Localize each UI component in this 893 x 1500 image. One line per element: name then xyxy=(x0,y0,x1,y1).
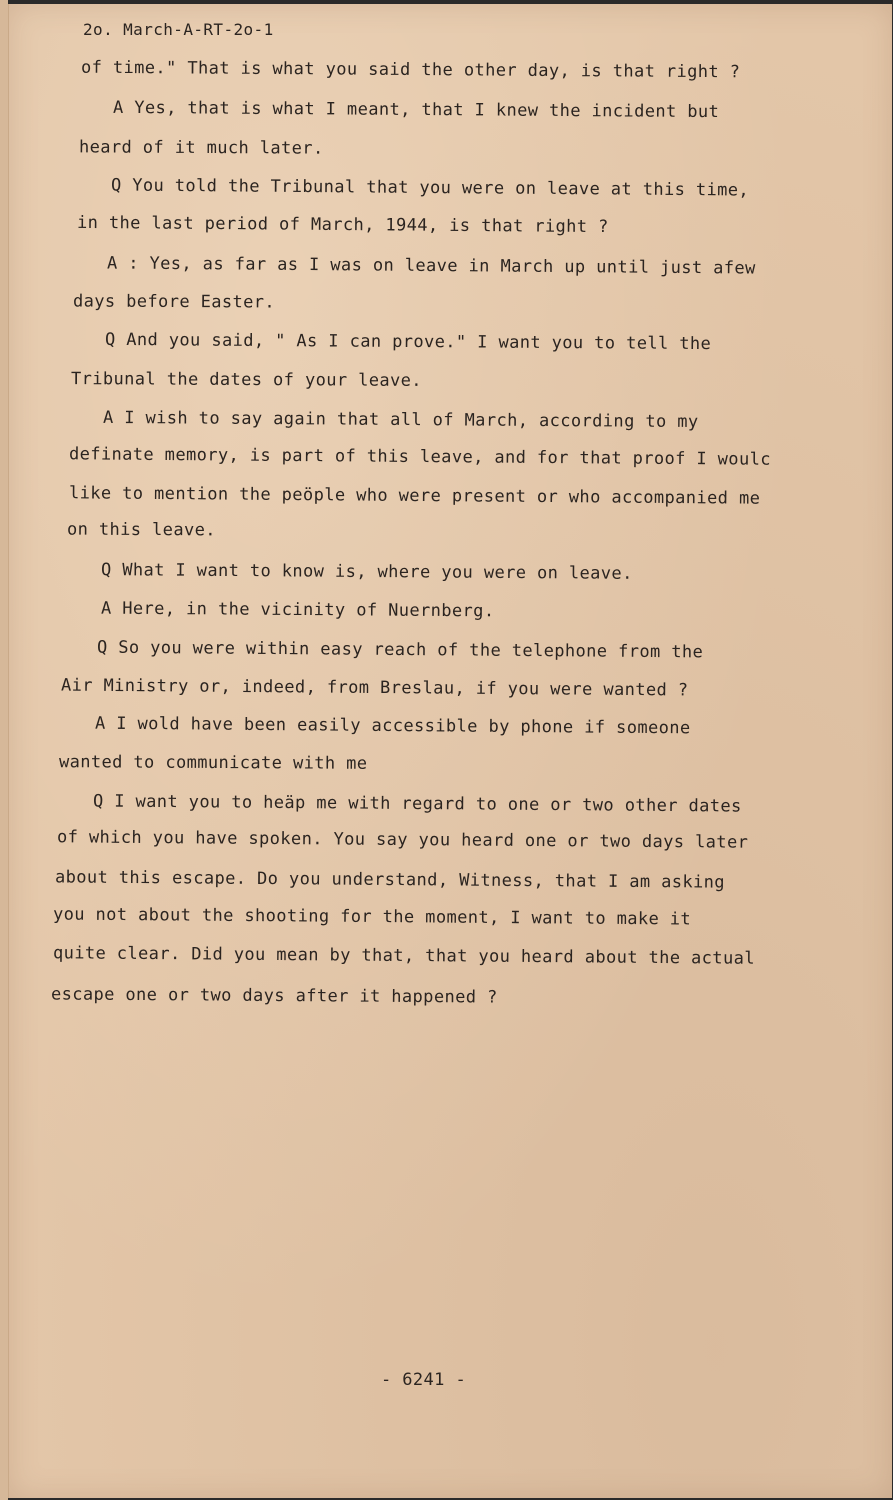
text-line-22: about this escape. Do you understand, Witness, that I am asking xyxy=(54,867,726,893)
text-line-23: you not about the shooting for the moment, I want to make it xyxy=(52,904,692,930)
text-line-25: escape one or two days after it happened ? xyxy=(50,984,498,1008)
text-line-13: on this leave. xyxy=(66,519,216,541)
text-line-18: A I wold have been easily accessible by phone if someone xyxy=(94,713,691,739)
text-line-20: Q I want you to heäp me with regard to one or two other dates xyxy=(92,791,742,817)
text-line-9: Tribunal the dates of your leave. xyxy=(70,369,423,391)
text-line-10: A I wish to say again that all of March, according to my xyxy=(102,407,699,433)
text-line-6: A : Yes, as far as I was on leave in March up until just afew xyxy=(106,253,756,279)
text-line-3: heard of it much later. xyxy=(78,137,324,159)
text-line-11: definate memory, is part of this leave, and for that proof I woulc xyxy=(68,444,771,470)
page-number: - 6241 - xyxy=(381,1370,467,1390)
text-line-16: Q So you were within easy reach of the telephone from the xyxy=(96,637,704,663)
text-line-4: Q You told the Tribunal that you were on leave at this time, xyxy=(110,175,750,201)
text-line-15: A Here, in the vicinity of Nuernberg. xyxy=(100,598,495,622)
text-line-2: A Yes, that is what I meant, that I knew the incident but xyxy=(112,97,720,123)
text-line-7: days before Easter. xyxy=(72,291,276,313)
text-line-21: of which you have spoken. You say you heard one or two days later xyxy=(56,827,749,853)
document-reference: 2o. March-A-RT-2o-1 xyxy=(83,20,274,39)
page-edge-strip xyxy=(0,0,8,1500)
text-line-8: Q And you said, " As I can prove." I want you to tell the xyxy=(104,329,712,355)
text-line-24: quite clear. Did you mean by that, that you heard about the actual xyxy=(52,943,755,969)
document-page xyxy=(8,4,892,1498)
text-line-12: like to mention the peöple who were present or who accompanied me xyxy=(68,483,761,509)
text-line-5: in the last period of March, 1944, is that right ? xyxy=(76,212,609,238)
text-line-1: of time." That is what you said the other day, is that right ? xyxy=(80,57,741,83)
text-line-19: wanted to communicate with me xyxy=(58,752,368,774)
text-line-17: Air Ministry or, indeed, from Breslau, if you were wanted ? xyxy=(60,675,689,701)
text-line-14: Q What I want to know is, where you were on leave. xyxy=(100,560,633,584)
